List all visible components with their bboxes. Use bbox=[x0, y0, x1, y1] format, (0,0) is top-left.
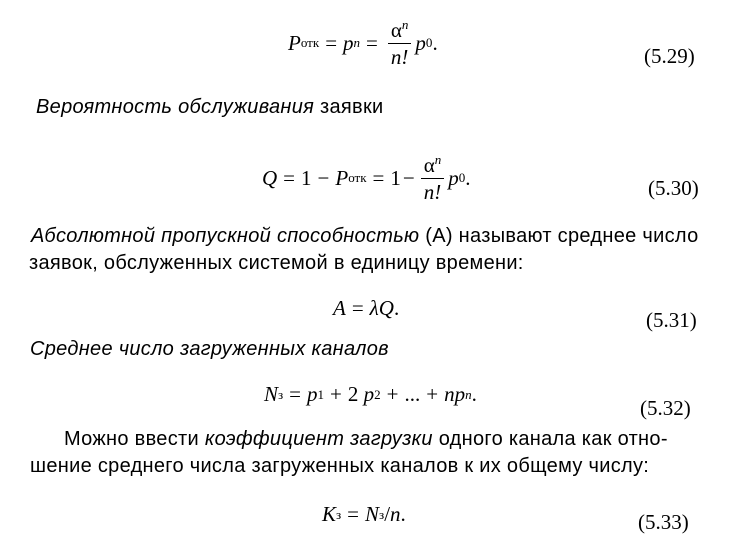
equation-number: (5.32) bbox=[640, 396, 691, 420]
formula-5-29: P отк = p n = $\frac{\alpha^n}{n!}$ p 0 . bbox=[288, 17, 438, 69]
formula-5-30: Q = 1 − P отк = 1 − $\frac{\alpha^n}{n!}$ p 0 . bbox=[262, 152, 471, 204]
paragraph-line: Вероятность обслуживания заявки bbox=[36, 96, 384, 118]
equation-number: (5.31) bbox=[646, 308, 697, 332]
operator: = bbox=[325, 30, 338, 55]
formula-5-33: K з = N з / n . bbox=[322, 502, 406, 526]
paragraph-line: шение среднего числа загруженных каналов к их общему числу: bbox=[30, 455, 650, 477]
symbol: P bbox=[288, 30, 301, 55]
equation-number: (5.29) bbox=[644, 44, 695, 68]
fraction bbox=[388, 18, 412, 68]
symbol: Q bbox=[262, 165, 278, 190]
italic-term: коэффициент загрузки bbox=[204, 428, 433, 450]
symbol: p bbox=[415, 30, 426, 55]
paragraph-line: заявок, обслуженных системой в единицу времени: bbox=[29, 252, 524, 274]
italic-term: Абсолютной пропускной способностью bbox=[31, 225, 420, 247]
equation-number: (5.30) bbox=[648, 176, 699, 200]
paragraph-line bbox=[30, 338, 389, 361]
italic-term: Среднее число загруженных каналов bbox=[30, 338, 389, 360]
subscript: отк bbox=[300, 35, 320, 50]
paragraph-line: Абсолютной пропускной способностью (A) называют среднее число bbox=[31, 225, 699, 247]
formula-5-32: N з = p 1 + 2 p 2 + ... + np n . bbox=[264, 382, 477, 406]
symbol: p bbox=[343, 30, 354, 55]
fraction-numerator: $\alpha^n$ bbox=[388, 18, 412, 44]
subscript: n bbox=[353, 35, 361, 50]
fraction-denominator: n! bbox=[423, 180, 442, 204]
paragraph-line: Можно ввести коэффициент загрузки одного канала как отно- bbox=[64, 428, 668, 450]
formula-5-31: A = λQ . bbox=[333, 296, 400, 320]
fraction-denominator: n! bbox=[390, 45, 409, 69]
fraction-numerator: $\alpha^n$ bbox=[421, 153, 445, 179]
equation-number: (5.33) bbox=[638, 510, 689, 534]
italic-term: Вероятность обслуживания bbox=[36, 96, 315, 118]
subscript: 0 bbox=[425, 35, 433, 50]
fraction bbox=[421, 153, 445, 203]
operator: = bbox=[366, 30, 378, 55]
